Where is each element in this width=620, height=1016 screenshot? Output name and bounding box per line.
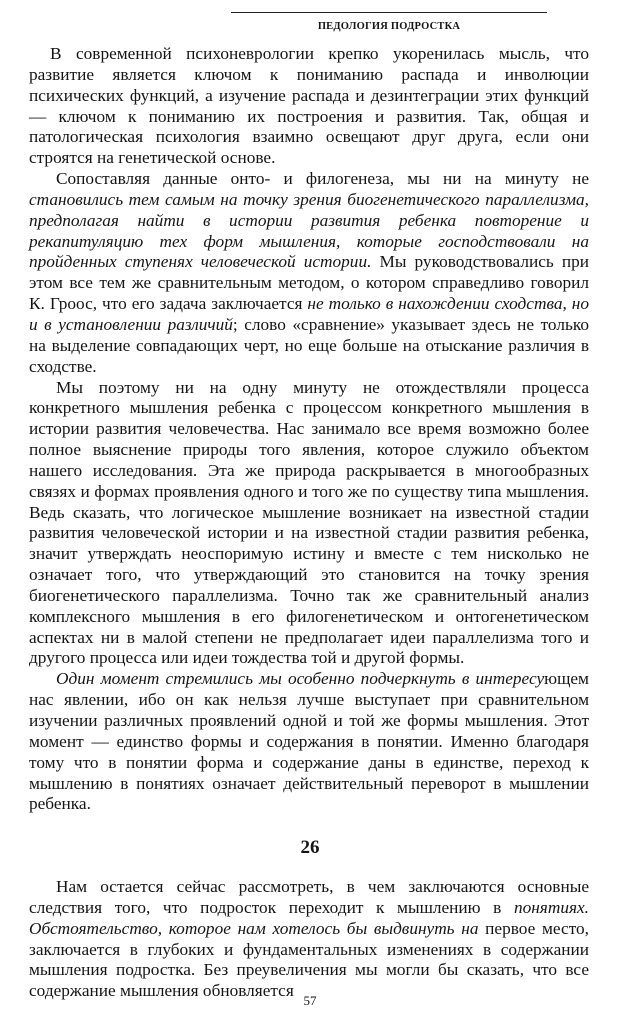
section-text [29, 877, 589, 1002]
paragraph-2-text-e: ; слово «сравнение» указывает здесь не только на выделение совпадающих черт, но еще больше на отыскание различия в сходстве. [29, 314, 589, 376]
paragraph-2-italic-d: не только в нахождении сходства, но и в установлении различий [29, 294, 589, 334]
paragraph-1: В современной психоневрологии крепко укоренилась мысль, что развитие является ключом к пониманию распада и инволюции психических функций, а изучение распада и дезинтеграции этих функций — ключом к пониманию их построения и развития. Так, общая и патологическая психология взаимно освещают друг друга, если они строятся на генетической основе. [29, 44, 589, 168]
paragraph-4 [29, 669, 589, 815]
paragraph-2-text-a: Сопоставляя данные онто- и филогенеза, мы ни на минуту не [56, 169, 589, 189]
header-rule [231, 12, 547, 13]
paragraph-3: Мы поэтому ни на одну минуту не отождествляли процесса конкретного мышления ребенка с процессом конкретного мышления в истории развития человечества. Нас занимало все время возможно более полное выяснение природы того явления, которое служило объектом нашего исследования. Эта же природа раскрывается в многообразных связях и формах проявления одного и того же по существу типа мышления. Ведь сказать, что логическое мышление возникает на известной стадии развития человеческой истории и на известной стадии развития ребенка, значит утверждать неоспоримую истину и вместе с тем нисколько не означает того, что утверждающий это становится на точку зрения биогенетического параллелизма. Точно так же сравнительный анализ комплексного мышления в его филогенетическом и онтогенетическом аспектах ни в малой степени не предполагает идеи параллелизма того и другого процесса или идеи тождества той и другой формы. [29, 377, 589, 668]
paragraph-2 [29, 169, 589, 377]
page-number: 57 [303, 993, 317, 1008]
main-text [29, 44, 589, 815]
section-paragraph-text-c: первое место, заключается в глубоких и фундаментальных изменениях в содержании мышления подростка. Без преувеличения мы могли бы сказать, что все содержание мышления обновляется [29, 918, 589, 1001]
paragraph-4-italic-a: Один момент стремились мы особенно подчеркнуть в интересу [56, 669, 545, 689]
section-number: 26 [300, 837, 320, 858]
section-paragraph-text-a: Нам остается сейчас рассмотреть, в чем заключаются основные следствия того, что подросток переходит к мышлению в [29, 877, 589, 917]
running-head: ПЕДОЛОГИЯ ПОДРОСТКА [317, 21, 461, 32]
paragraph-2-text-c: Мы руководствовались при этом все тем же сравнительным методом, о котором справедливо говорил К. Гроос, что его задача заключается [29, 252, 589, 314]
section-paragraph-italic-b: понятиях. Обстоятельство, которое нам хотелось бы выдвинуть на [29, 897, 589, 938]
section-paragraph-1 [29, 877, 589, 1002]
paragraph-4-text-b: ющем нас явлении, ибо он как нельзя лучше выступает при сравнительном изучении различных проявлений одной и той же формы мышления. Этот момент — единство формы и содержания в понятии. Именно благодаря тому что в понятии форма и содержание даны в единстве, переход к мышлению в понятиях означает действительный переворот в мышлении ребенка. [29, 669, 589, 814]
paragraph-2-italic-b: становились тем самым на точку зрения биогенетического параллелизма, предполагая найти в истории развития ребенка повторение и рекапитуляцию тех форм мышления, которые господствовали на пройденных ступенях человеческой истории. [29, 189, 589, 272]
